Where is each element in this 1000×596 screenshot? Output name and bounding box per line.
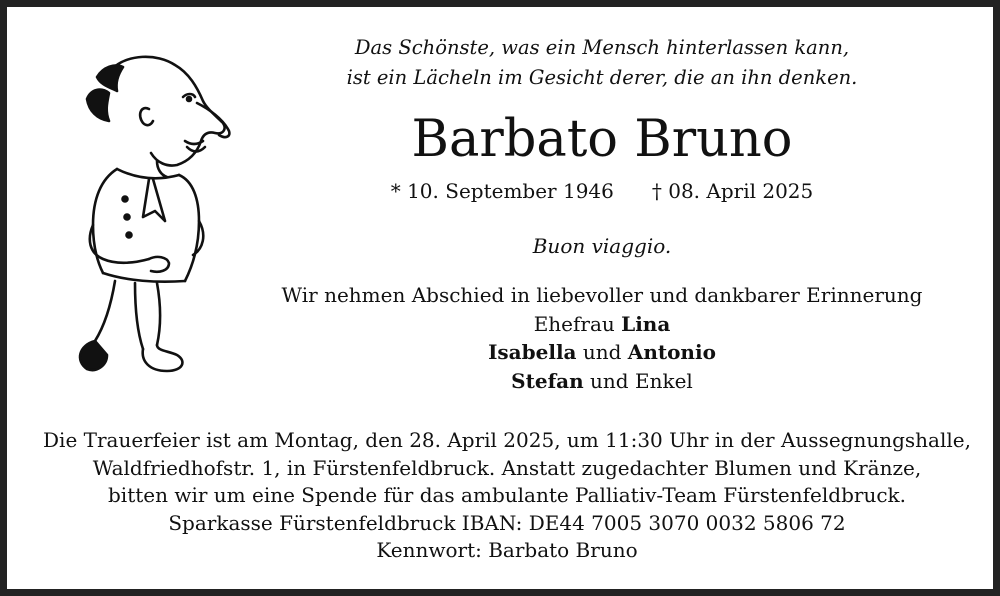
child-name-2: Antonio — [627, 340, 716, 364]
bank-details: Sparkasse Fürstenfeldbruck IBAN: DE44 7005 3070 0032 5806 72 — [168, 510, 846, 535]
funeral-service-details — [17, 427, 997, 565]
mourners-section — [267, 281, 937, 395]
child-name-1: Isabella — [488, 340, 577, 364]
service-line-3: bitten wir um eine Spende für das ambulante Palliativ-Team Fürstenfeldbruck. — [108, 483, 906, 507]
wife-name: Lina — [621, 311, 671, 336]
life-dates — [267, 177, 937, 205]
death-date: † 08. April 2025 — [651, 179, 814, 203]
mourner-line-children — [267, 338, 937, 367]
deceased-name: Barbato Bruno — [411, 110, 793, 169]
conjunction: und — [582, 340, 622, 364]
mourner-line-grandchildren — [267, 367, 937, 396]
birth-date: * 10. September 1946 — [390, 179, 614, 203]
service-line-1: Die Trauerfeier ist am Montag, den 28. April 2025, um 11:30 Uhr in der Aussegnungshalle, — [43, 428, 971, 452]
service-line-2: Waldfriedhofstr. 1, in Fürstenfeldbruck. Anstatt zugedachter Blumen und Kränze, — [92, 455, 922, 480]
memorial-quote-line-1: Das Schönste, was ein Mensch hinterlassen kann, — [354, 36, 850, 59]
wife-prefix: Ehefrau — [533, 311, 615, 336]
caricature-figure-drawing — [57, 49, 247, 399]
child-name-3: Stefan — [511, 368, 584, 393]
notice-header-section — [267, 33, 937, 395]
farewell-line: Buon viaggio. — [532, 234, 672, 258]
donation-keyword: Kennwort: Barbato Bruno — [376, 538, 638, 562]
memorial-quote-line-2: ist ein Lächeln im Gesicht derer, die an ihn denken. — [346, 66, 858, 89]
grandchildren-suffix: und Enkel — [590, 368, 693, 393]
mourners-intro: Wir nehmen Abschied in liebevoller und dankbarer Erinnerung — [281, 283, 923, 307]
mourner-line-wife — [267, 310, 937, 339]
